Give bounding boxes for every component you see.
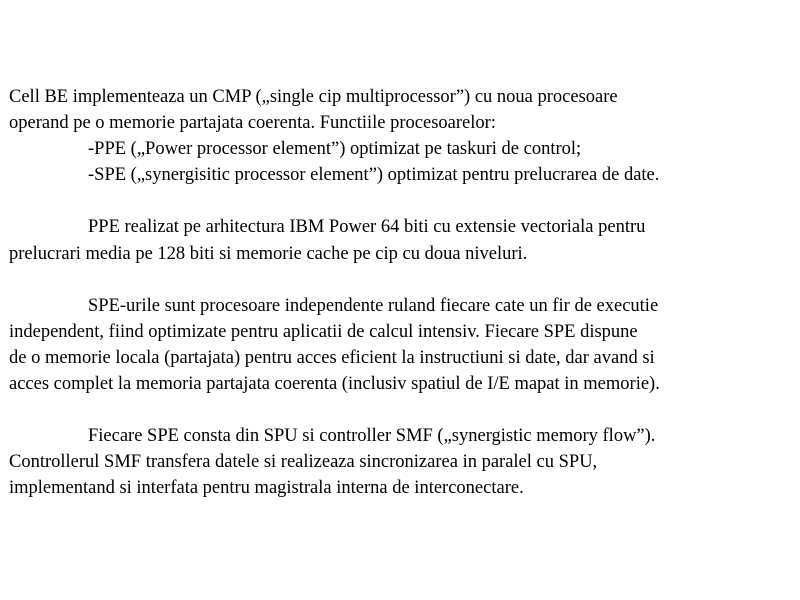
paragraph-2-line-1: PPE realizat pe arhitectura IBM Power 64 biti cu extensie vectoriala pentru (88, 217, 646, 238)
slide-body-text (9, 84, 793, 502)
paragraph-4-line-2: Controllerul SMF transfera datele si realizeaza sincronizarea in paralel cu SPU, (9, 452, 598, 473)
paragraph-spe (9, 293, 793, 397)
paragraph-1-line-1: Cell BE implementeaza un CMP („single cip multiprocessor”) cu noua procesoare (9, 87, 618, 107)
paragraph-3-line-3: de o memorie locala (partajata) pentru acces eficient la instructiuni si date, dar avand si (9, 347, 655, 368)
paragraph-3-line-1: SPE-urile sunt procesoare independente ruland fiecare cate un fir de executie (88, 295, 659, 316)
ppe-bullet: -PPE („Power processor element”) optimizat pe taskuri de control; (88, 139, 582, 160)
paragraph-2-line-2: prelucrari media pe 128 biti si memorie cache pe cip cu doua niveluri. (9, 243, 528, 264)
spe-bullet: -SPE („synergisitic processor element”) optimizat pentru prelucrarea de date. (88, 165, 660, 186)
paragraph-spacer (9, 397, 793, 423)
paragraph-spacer (9, 188, 793, 214)
paragraph-3-line-2: independent, fiind optimizate pentru aplicatii de calcul intensiv. Fiecare SPE dispune (9, 321, 638, 342)
paragraph-spacer (9, 267, 793, 293)
paragraph-cmp-intro (9, 84, 793, 188)
paragraph-4-line-1: Fiecare SPE consta din SPU si controller SMF („synergistic memory flow”). (88, 426, 656, 447)
paragraph-smf (9, 423, 793, 501)
paragraph-4-line-3: implementand si interfata pentru magistrala interna de interconectare. (9, 478, 524, 499)
paragraph-3-line-4: acces complet la memoria partajata coerenta (inclusiv spatiul de I/E mapat in memorie). (9, 374, 660, 395)
paragraph-1-line-2: operand pe o memorie partajata coerenta. Functiile procesoarelor: (9, 113, 496, 134)
paragraph-ppe (9, 214, 793, 266)
